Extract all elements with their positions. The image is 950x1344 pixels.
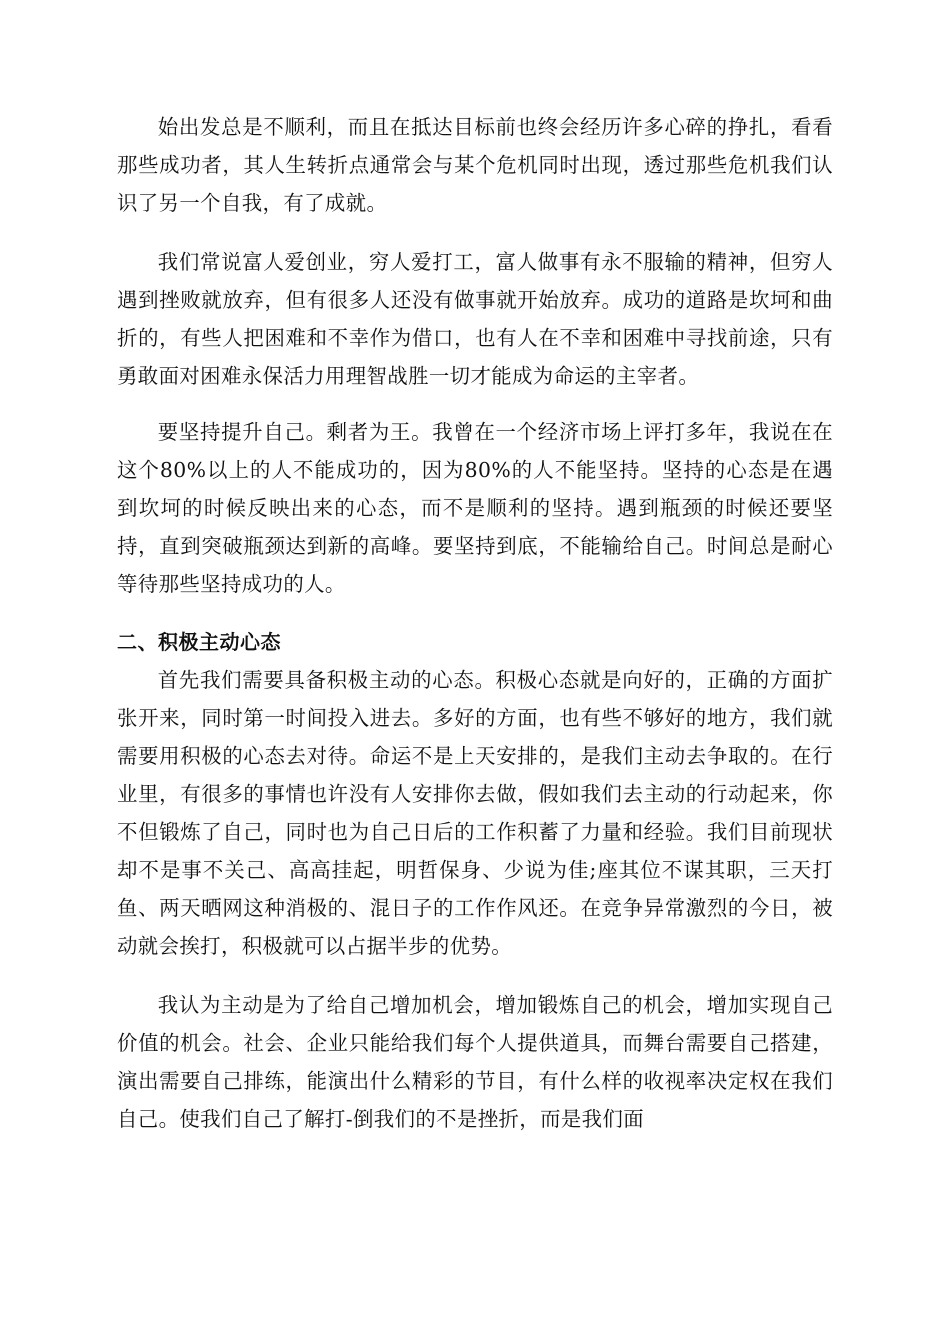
paragraph-5: 我认为主动是为了给自己增加机会，增加锻炼自己的机会，增加实现自己价值的机会。社会、企业只能给我们每个人提供道具，而舞台需要自己搭建，演出需要自己排练，能演出什么精彩的节目，有什么样的收视率决定权在我们自己。使我们自己了解打-倒我们的不是挫折，而是我们面: [117, 993, 833, 1131]
paragraph-2: 我们常说富人爱创业，穷人爱打工，富人做事有永不服输的精神，但穷人遇到挫败就放弃，但有很多人还没有做事就开始放弃。成功的道路是坎坷和曲折的，有些人把困难和不幸作为借口，也有人在不幸和困难中寻找前途，只有勇敢面对困难永保活力用理智战胜一切才能成为命运的主宰者。: [117, 250, 833, 388]
paragraph-4: 首先我们需要具备积极主动的心态。积极心态就是向好的，正确的方面扩张开来，同时第一时间投入进去。多好的方面，也有些不够好的地方，我们就需要用积极的心态去对待。命运不是上天安排的，是我们主动去争取的。在行业里，有很多的事情也许没有人安排你去做，假如我们去主动的行动起来，你不但锻炼了自己，同时也为自己日后的工作积蓄了力量和经验。我们目前现状却不是事不关己、高高挂起，明哲保身、少说为佳;座其位不谋其职，三天打鱼、两天晒网这种消极的、混日子的工作作风还。在竞争异常激烈的今日，被动就会挨打，积极就可以占据半步的优势。: [117, 668, 833, 958]
paragraph-3: 要坚持提升自己。剩者为王。我曾在一个经济市场上评打多年，我说在在这个80%以上的人不能成功的，因为80%的人不能坚持。坚持的心态是在遇到坎坷的时候反映出来的心态，而不是顺利的坚持。遇到瓶颈的时候还要坚持，直到突破瓶颈达到新的高峰。要坚持到底，不能输给自己。时间总是耐心等待那些坚持成功的人。: [117, 420, 833, 596]
document-page: [117, 108, 833, 1138]
paragraph-1: 始出发总是不顺利，而且在抵达目标前也终会经历许多心碎的挣扎，看看那些成功者，其人生转折点通常会与某个危机同时出现，透过那些危机我们认识了另一个自我，有了成就。: [117, 115, 833, 215]
section-heading: 二、积极主动心态: [117, 630, 281, 654]
